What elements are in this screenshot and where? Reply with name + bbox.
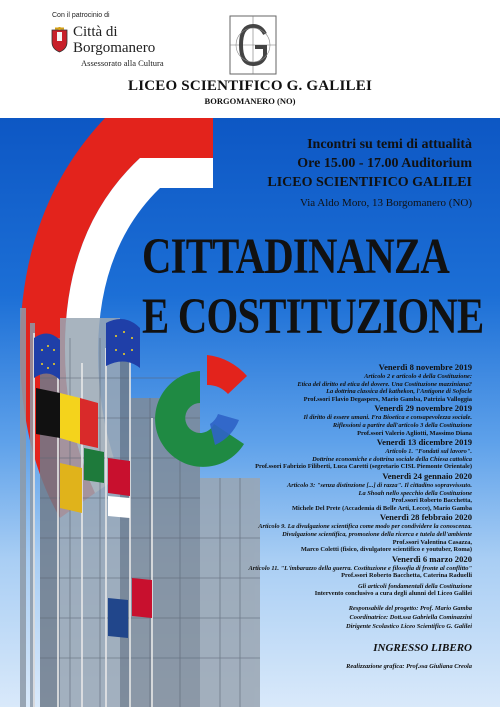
poster-header <box>0 0 500 118</box>
event-topic: Dottrine economiche e dottrina sociale della Chiesa cattolica <box>312 455 472 463</box>
info-line-2: Ore 15.00 - 17.00 Auditorium <box>297 156 472 171</box>
event-speakers: Prof.ssori Fabrizio Filiberti, Luca Caretti (segretario CISL Piemonte Orientale) <box>255 463 472 471</box>
event-date: Venerdì 29 novembre 2019 <box>374 403 472 414</box>
event-speakers: Marco Coletti (fisico, divulgatore scientifico e youtuber, Roma) <box>300 546 472 554</box>
school-city: BORGOMANERO (NO) <box>204 96 296 106</box>
event-speakers: Prof.ssori Roberto Bacchetta, Caterina Raduelli <box>341 572 472 580</box>
school-g-logo-icon <box>228 14 278 76</box>
event-speakers: Prof.ssori Roberto Bacchetta, <box>391 497 472 505</box>
flag-shape <box>60 463 82 513</box>
event-date: Venerdì 24 gennaio 2020 <box>382 470 472 481</box>
event-speakers: Prof.ssori Flavio Degaspers, Mario Gamba, Patrizia Valloggia <box>303 395 472 403</box>
event-date: Venerdì 8 novembre 2019 <box>378 362 472 372</box>
main-title-line-2: E COSTITUZIONE <box>142 289 484 345</box>
closing-title: Gli articoli fondamentali della Costituzione <box>358 582 472 590</box>
event-entry <box>172 512 472 553</box>
event-topic: Divulgazione scientifica, promozione della ricerca e tutela dell'ambiente <box>282 530 472 538</box>
event-date: Venerdì 6 marzo 2020 <box>391 553 472 564</box>
event-topic: Il diritto di essere umani. Fra Bioetica e consapevolezza sociale. <box>303 414 472 422</box>
belgian-flag-shape <box>60 393 80 444</box>
principal: Dirigente Scolastico Liceo Scientifico G. Galilei <box>345 623 472 631</box>
event-speakers: Prof.ssori Valerio Agliotti, Massimo Diana <box>357 429 472 437</box>
event-topic: Articolo 1. "Fondati sul lavoro". <box>385 448 472 456</box>
flag-shape <box>108 496 130 518</box>
belgian-flag-shape <box>36 388 60 438</box>
event-topic: Etica del diritto ed etica del dovere. Una Costituzione mazziniana? <box>297 380 472 388</box>
coordinator: Coordinatrice: Dott.ssa Gabriella Cominazzini <box>349 614 472 622</box>
program-schedule <box>172 362 472 671</box>
free-entry-label: INGRESSO LIBERO <box>373 642 472 655</box>
belgian-flag-shape <box>80 398 98 448</box>
city-crest-icon <box>51 27 68 53</box>
city-name <box>73 24 155 56</box>
flag-shape <box>132 578 152 618</box>
graphics-credit: Realizzazione grafica: Prof.ssa Giuliana Creola <box>346 663 472 671</box>
eu-flag-shape <box>34 333 60 380</box>
event-entry <box>172 362 472 403</box>
event-topic: La Shoah nello specchio della Costituzione <box>358 489 472 497</box>
city-line-1: Città di <box>73 24 118 40</box>
event-entry <box>172 403 472 437</box>
main-title-line-1: CITTADINANZA <box>142 229 450 285</box>
event-topic: Riflessioni a partire dall'articolo 3 della Costituzione <box>332 421 472 429</box>
flag-shape <box>108 598 128 638</box>
poster-body <box>0 118 500 707</box>
assessorato-label: Assessorato alla Cultura <box>81 58 164 68</box>
eu-flag-shape <box>106 319 140 368</box>
event-date: Venerdì 13 dicembre 2019 <box>376 437 472 448</box>
flag-shape <box>84 448 104 483</box>
event-topic: Articolo 2 e articolo 4 della Costituzione: <box>364 373 472 380</box>
event-info-block <box>267 135 472 214</box>
event-entry <box>172 554 472 580</box>
info-line-3: LICEO SCIENTIFICO GALILEI <box>267 175 472 190</box>
event-entry <box>172 437 472 471</box>
closing-session <box>172 583 472 598</box>
event-topic: Articolo 9. La divulgazione scientifica come modo per condividere la conoscenza. <box>258 523 472 531</box>
event-date: Venerdì 28 febbraio 2020 <box>379 512 472 523</box>
event-speakers: Prof.ssori Valentina Casazza, <box>392 538 472 546</box>
project-credits <box>172 604 472 631</box>
project-manager: Responsabile del progetto: Prof. Mario Gamba <box>348 605 472 613</box>
info-line-1: Incontri su temi di attualità <box>307 137 472 152</box>
city-line-2: Borgomanero <box>73 40 156 56</box>
info-address: Via Aldo Moro, 13 Borgomanero (NO) <box>299 197 472 209</box>
school-title: LICEO SCIENTIFICO G. GALILEI <box>128 78 372 94</box>
flag-shape <box>108 458 130 496</box>
event-topic: La dottrina classica del kathekon, l'Antigone di Sofocle <box>326 388 472 396</box>
patronage-label: Con il patrocinio di <box>52 12 110 19</box>
event-speakers: Michele Del Prete (Accademia di Belle Arti, Lecce), Mario Gamba <box>292 504 472 512</box>
event-entry <box>172 471 472 512</box>
event-topic: Articolo 3: "senza distinzione [...] di razza". Il cittadino sopravvissuto. <box>287 481 472 489</box>
event-topic: Articolo 11. "L'imbarazzo della guerra. Costituzione e filosofia di fronte al conflitto" <box>248 564 472 572</box>
closing-note: Intervento conclusivo a cura degli alunni del Liceo Galilei <box>314 590 472 598</box>
